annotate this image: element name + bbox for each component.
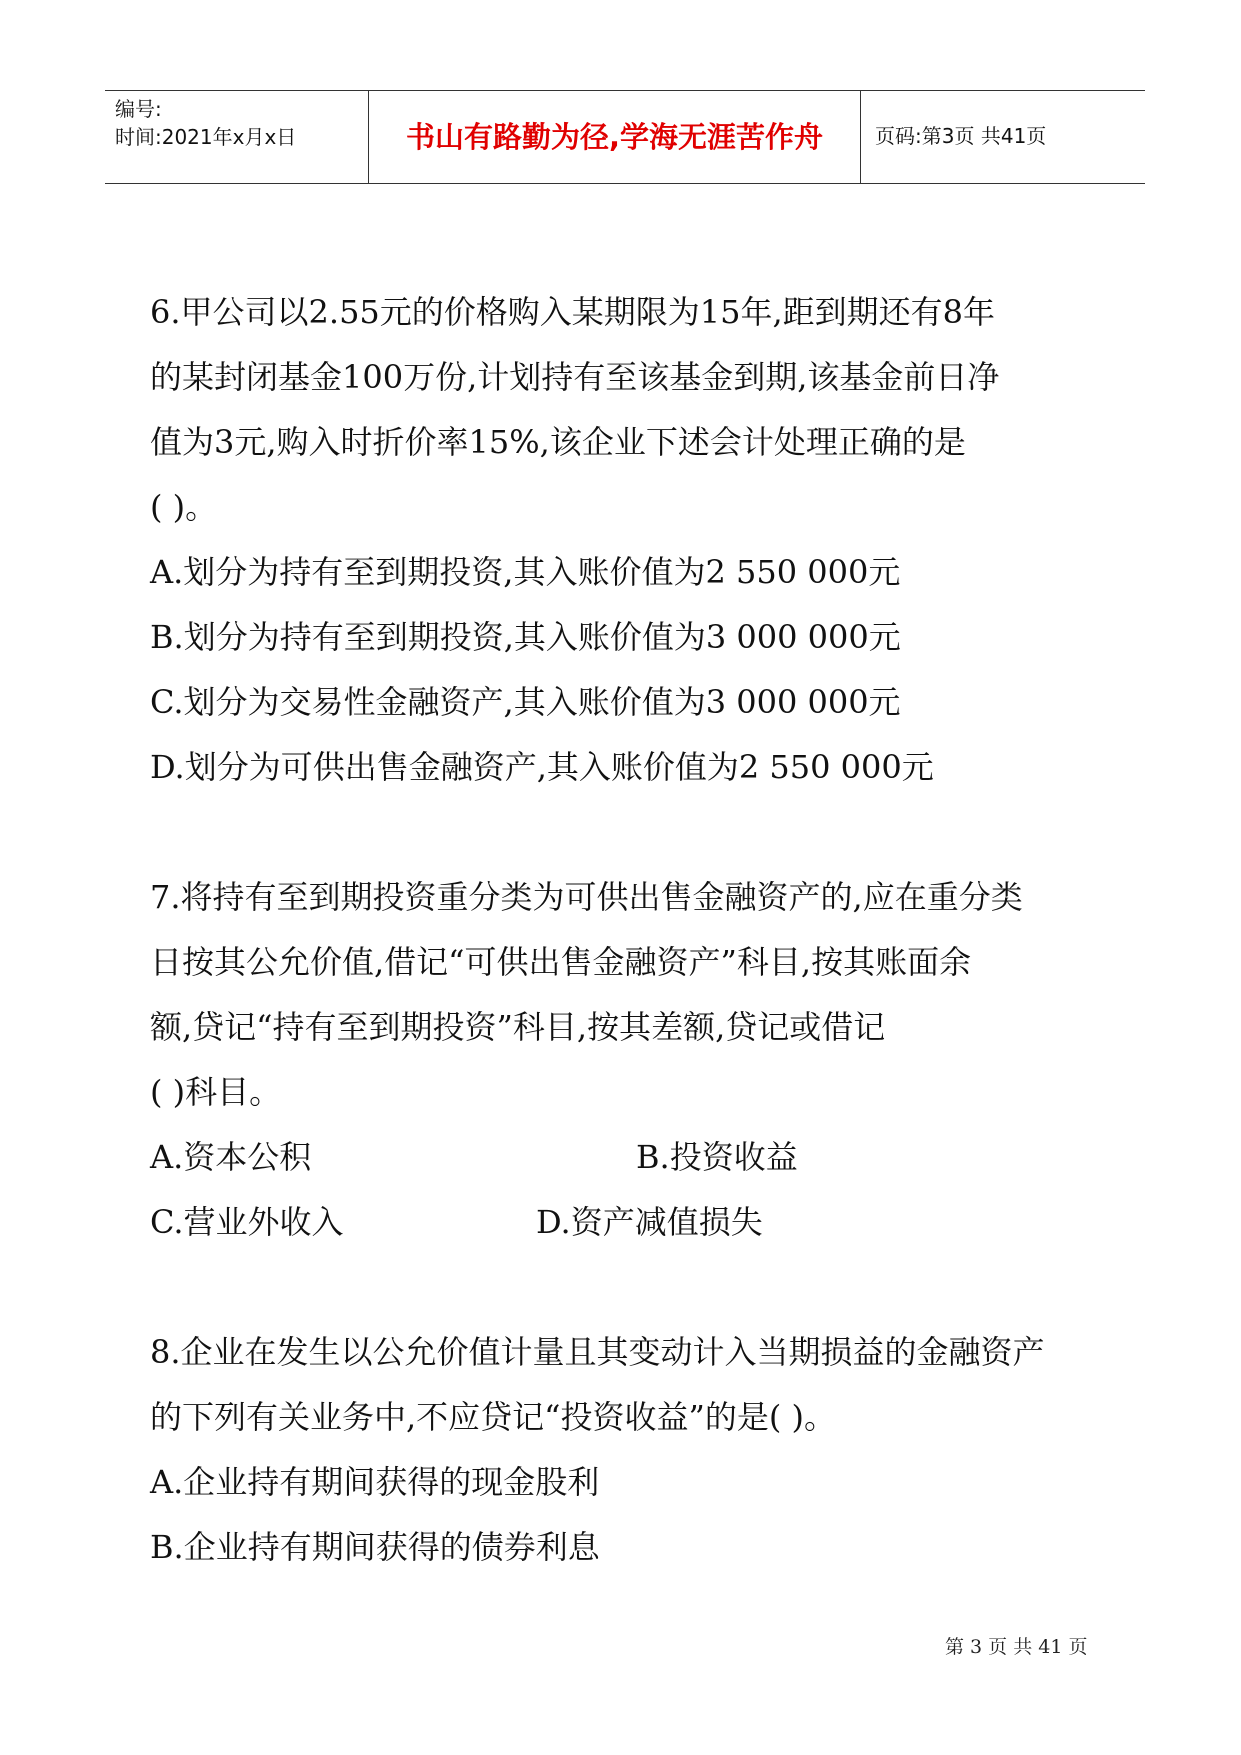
page-footer — [945, 1632, 1088, 1659]
options-row — [150, 1125, 1100, 1190]
option-b: B.企业持有期间获得的债券利息 — [150, 1528, 600, 1566]
question-8 — [150, 1320, 1100, 1580]
option-c: C.营业外收入 — [150, 1203, 344, 1241]
footer-total: 41 — [1038, 1636, 1063, 1658]
number-label: 编号: — [115, 97, 162, 121]
option-d: D.划分为可供出售金融资产,其入账价值为2 550 000元 — [150, 748, 934, 786]
option-a: A.资本公积 — [150, 1138, 312, 1176]
header-meta — [115, 95, 296, 151]
page-number: 3 — [941, 124, 955, 148]
header-divider-right — [860, 91, 861, 183]
question-text-line: 7.将持有至到期投资重分类为可供出售金融资产的,应在重分类 — [150, 878, 1023, 916]
option-b: B.划分为持有至到期投资,其入账价值为3 000 000元 — [150, 618, 901, 656]
question-text-line: 值为3元,购入时折价率15%,该企业下述会计处理正确的是 — [150, 423, 966, 461]
question-text-line: ( )。 — [150, 488, 218, 526]
question-text-line: 8.企业在发生以公允价值计量且其变动计入当期损益的金融资产 — [150, 1333, 1045, 1371]
question-text-line: 的下列有关业务中,不应贷记“投资收益”的是( )。 — [150, 1398, 837, 1436]
option-a: A.划分为持有至到期投资,其入账价值为2 550 000元 — [150, 553, 901, 591]
question-text-line: 6.甲公司以2.55元的价格购入某期限为15年,距到期还有8年 — [150, 293, 996, 331]
time-label: 时间:2021年x月x日 — [115, 125, 297, 149]
option-c: C.划分为交易性金融资产,其入账价值为3 000 000元 — [150, 683, 901, 721]
page-header — [105, 90, 1145, 184]
option-d: D.资产减值损失 — [536, 1203, 763, 1241]
page-suffix: 页 — [1026, 124, 1047, 148]
page-mid: 页 共 — [954, 124, 1001, 148]
spacer — [150, 800, 1100, 865]
footer-mid: 页 共 — [982, 1636, 1039, 1658]
header-motto: 书山有路勤为径,学海无涯苦作舟 — [405, 120, 824, 154]
question-text-line: 额,贷记“持有至到期投资”科目,按其差额,贷记或借记 — [150, 1008, 886, 1046]
question-text-line: ( )科目。 — [150, 1073, 282, 1111]
option-b: B.投资收益 — [636, 1138, 798, 1176]
question-text-line: 的某封闭基金100万份,计划持有至该基金到期,该基金前日净 — [150, 358, 1000, 396]
page-total: 41 — [1000, 124, 1027, 148]
footer-suffix: 页 — [1062, 1636, 1088, 1658]
question-7 — [150, 865, 1100, 1255]
option-a: A.企业持有期间获得的现金股利 — [150, 1463, 600, 1501]
page-prefix: 页码:第 — [875, 124, 942, 148]
question-6 — [150, 280, 1100, 800]
header-page-info — [875, 121, 1046, 151]
footer-prefix: 第 — [945, 1636, 971, 1658]
question-text-line: 日按其公允价值,借记“可供出售金融资产”科目,按其账面余 — [150, 943, 972, 981]
document-body — [150, 280, 1100, 1580]
footer-page-number: 3 — [970, 1636, 983, 1658]
options-row — [150, 1190, 1100, 1255]
spacer — [150, 1255, 1100, 1320]
